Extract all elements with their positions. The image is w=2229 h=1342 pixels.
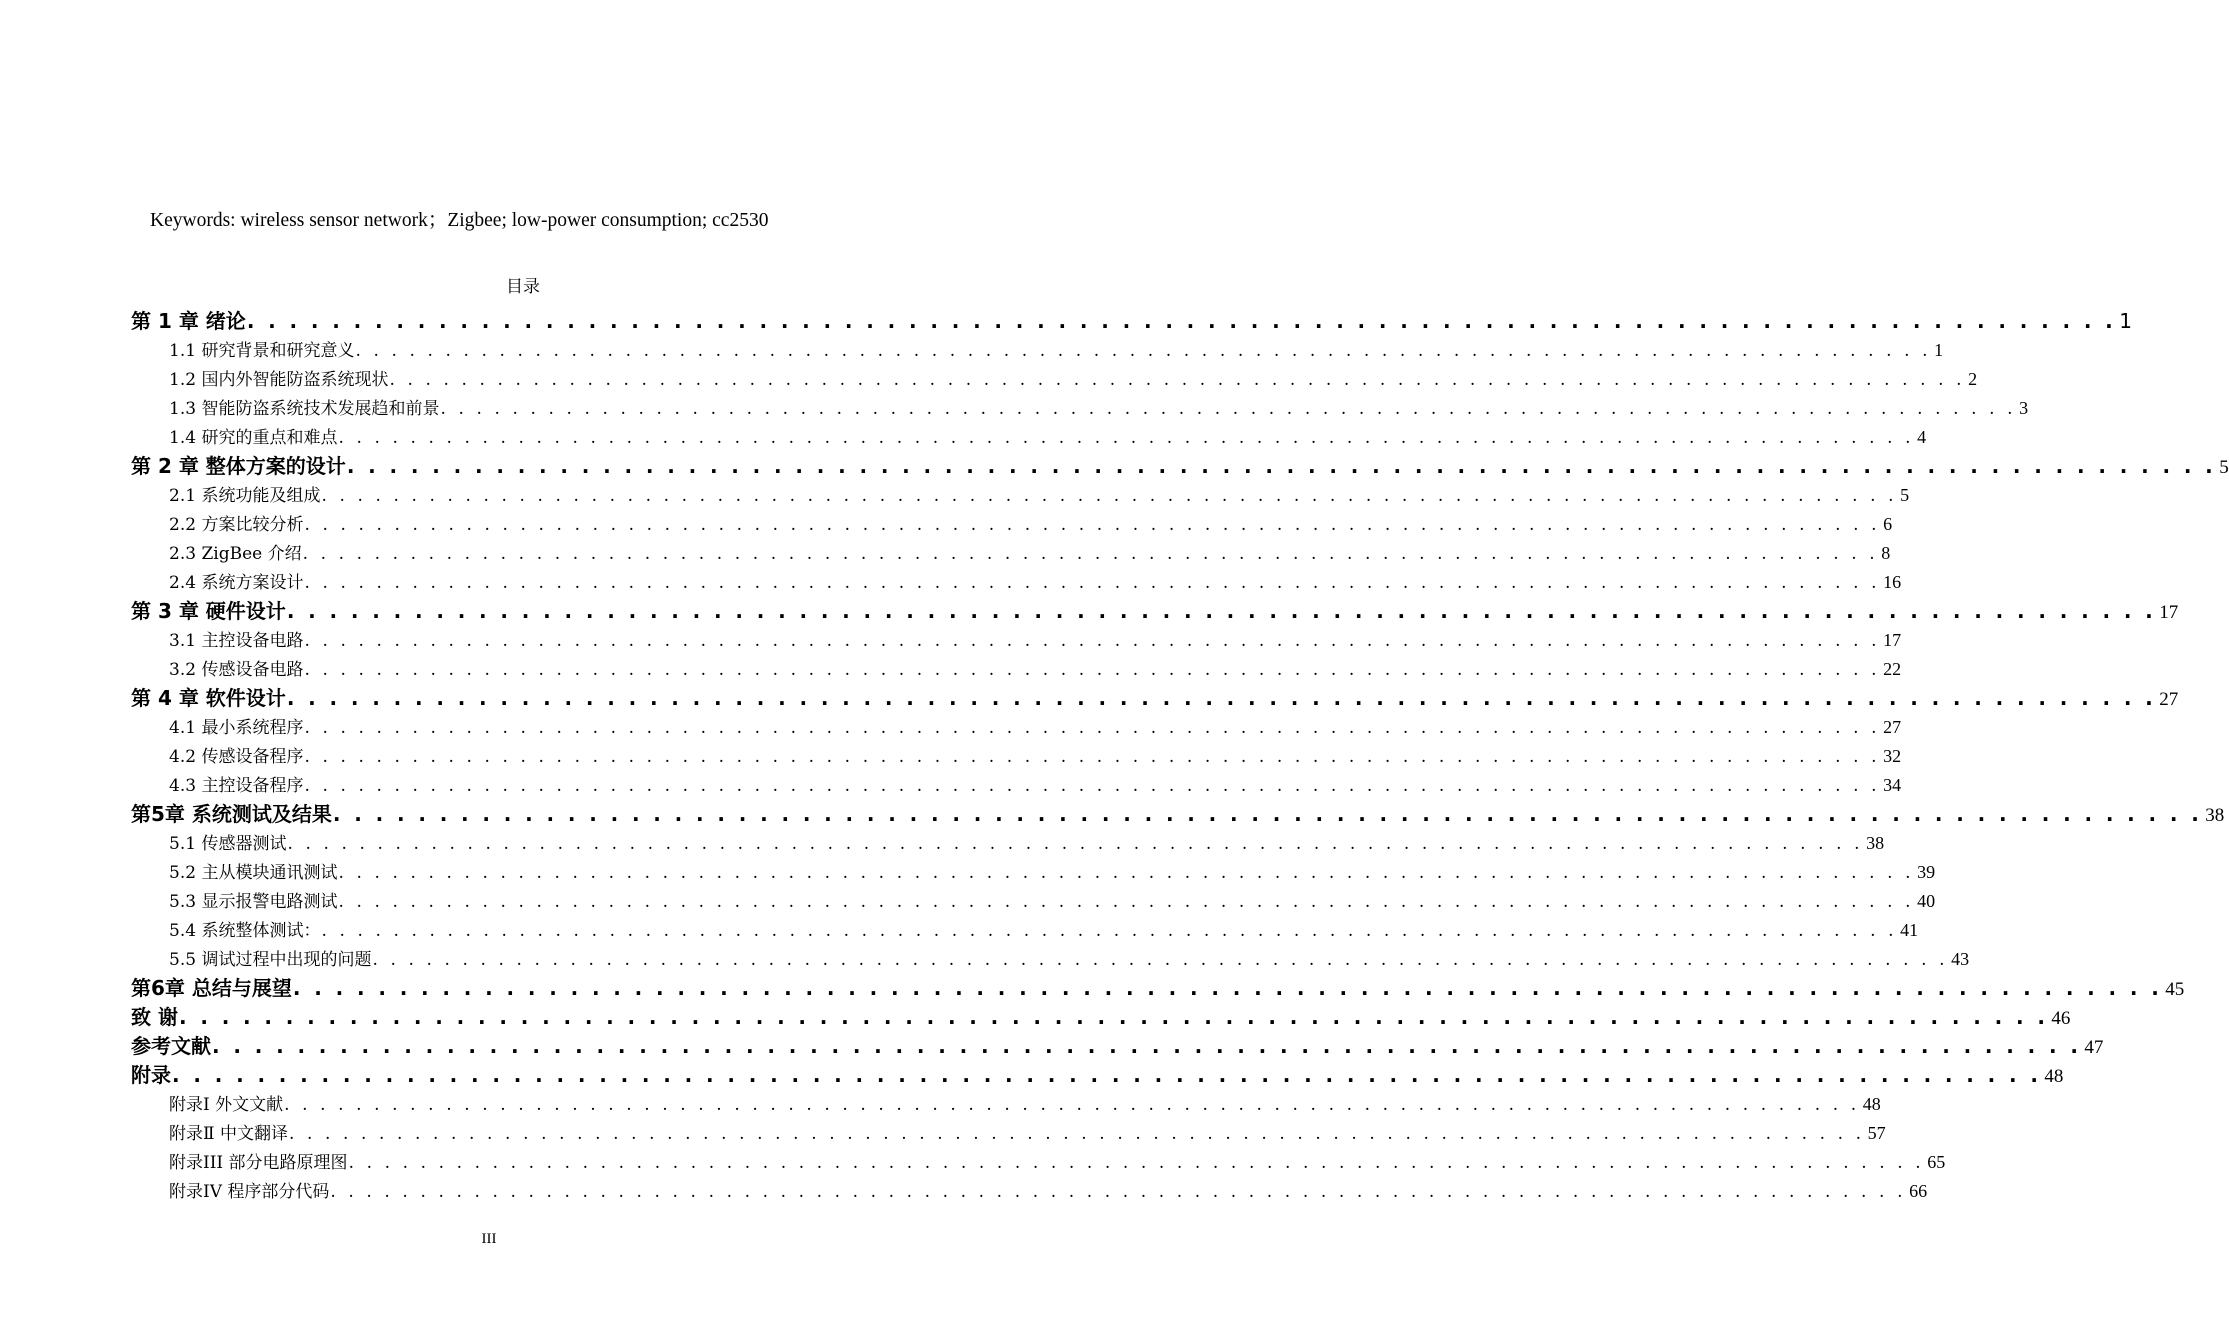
toc-entry-page: 6 — [1883, 514, 1893, 534]
toc-entry-5-5[interactable] — [131, 945, 1970, 974]
table-of-contents — [131, 307, 2229, 1206]
toc-leader: . . . . . . . . . . . . . . . . . . . . . . . . . . . . . . . . . . . . . . . . . . . . . . . . . . . . . . . . . . . . . . . . . . . . . . . . . . . . . . . . . . . . . . . . — [304, 660, 1881, 680]
toc-entry-page: 65 — [1927, 1152, 1946, 1172]
toc-entry-title: 5.4 系统整体测试： — [169, 921, 321, 941]
toc-entry-title: 第5章 系统测试及结果 — [131, 802, 332, 826]
keywords-line: Keywords: wireless sensor network；Zigbee; low-power consumption; cc2530 — [150, 210, 769, 231]
toc-entry-page: 1 — [2119, 309, 2132, 333]
toc-entry-acknowledgements[interactable] — [131, 1003, 2071, 1032]
toc-entry-appendix-1[interactable] — [131, 1090, 1881, 1119]
toc-leader: . . . . . . . . . . . . . . . . . . . . . . . . . . . . . . . . . . . . . . . . . . . . . . . . . . . . . . . . . . . . . . . . . . . . . . . . . . . . . . . . . . . . . . . . — [330, 1182, 1907, 1202]
toc-entry-page: 1 — [1934, 340, 1944, 360]
toc-entry-page: 38 — [2205, 805, 2225, 826]
toc-entry-page: 27 — [2159, 689, 2179, 710]
toc-leader: . . . . . . . . . . . . . . . . . . . . . . . . . . . . . . . . . . . . . . . . . . . . . . . . . . . . . . . . . . . . . . . . . . . . . . . . . . . . . . . . . . . . . . . . — [355, 341, 1932, 361]
toc-entry-title: 附录IV 程序部分代码 — [169, 1182, 330, 1202]
toc-leader: . . . . . . . . . . . . . . . . . . . . . . . . . . . . . . . . . . . . . . . . . . . . . . . . . . . . . . . . . . . . . . . . . . . . . . . . . . . . . . . . . . . . . . . . — [302, 544, 1879, 564]
toc-entry-title: 第 4 章 软件设计 — [131, 686, 286, 710]
toc-entry-title: 2.3 ZigBee 介绍 — [169, 544, 302, 564]
toc-entry-title: 4.3 主控设备程序 — [169, 776, 304, 796]
toc-entry-page: 17 — [2159, 602, 2179, 623]
toc-entry-page: 45 — [2165, 979, 2185, 1000]
toc-entry-2-3[interactable] — [131, 539, 1891, 568]
toc-entry-title: 2.1 系统功能及组成 — [169, 486, 321, 506]
toc-leader: . . . . . . . . . . . . . . . . . . . . . . . . . . . . . . . . . . . . . . . . . . . . . . . . . . . . . . . . . . . . . . . . . . . . . . . . . . . . . . . . . . . . . . . . — [212, 1034, 2082, 1058]
toc-entry-title: 附录Ⅱ 中文翻译 — [169, 1124, 288, 1144]
toc-entry-page: 47 — [2084, 1037, 2104, 1058]
toc-entry-4-1[interactable] — [131, 713, 1902, 742]
toc-entry-5-3[interactable] — [131, 887, 1936, 916]
toc-leader: . . . . . . . . . . . . . . . . . . . . . . . . . . . . . . . . . . . . . . . . . . . . . . . . . . . . . . . . . . . . . . . . . . . . . . . . . . . . . . . . . . . . . . . . — [338, 428, 1915, 448]
toc-entry-title: 4.1 最小系统程序 — [169, 718, 304, 738]
toc-entry-3-2[interactable] — [131, 655, 1902, 684]
toc-leader: . . . . . . . . . . . . . . . . . . . . . . . . . . . . . . . . . . . . . . . . . . . . . . . . . . . . . . . . . . . . . . . . . . . . . . . . . . . . . . . . . . . . . . . . — [321, 921, 1898, 941]
toc-entry-page: 3 — [2019, 398, 2029, 418]
toc-leader: . . . . . . . . . . . . . . . . . . . . . . . . . . . . . . . . . . . . . . . . . . . . . . . . . . . . . . . . . . . . . . . . . . . . . . . . . . . . . . . . . . . . . . . . — [304, 631, 1881, 651]
toc-entry-3-1[interactable] — [131, 626, 1902, 655]
toc-entry-title: 2.2 方案比较分析 — [169, 515, 304, 535]
toc-entry-chapter-3[interactable] — [131, 597, 2179, 626]
toc-leader: . . . . . . . . . . . . . . . . . . . . . . . . . . . . . . . . . . . . . . . . . . . . . . . . . . . . . . . . . . . . . . . . . . . . . . . . . . . . . . . . . . . . . . . . — [286, 599, 2157, 623]
toc-entry-appendix-3[interactable] — [131, 1148, 1946, 1177]
toc-entry-chapter-6[interactable] — [131, 974, 2185, 1003]
toc-entry-page: 16 — [1883, 572, 1902, 592]
toc-leader: . . . . . . . . . . . . . . . . . . . . . . . . . . . . . . . . . . . . . . . . . . . . . . . . . . . . . . . . . . . . . . . . . . . . . . . . . . . . . . . . . . . . . . . . — [321, 486, 1898, 506]
toc-entry-page: 66 — [1909, 1181, 1928, 1201]
toc-entry-page: 4 — [1917, 427, 1927, 447]
toc-entry-title: 1.4 研究的重点和难点 — [169, 428, 338, 448]
toc-entry-title: 第 2 章 整体方案的设计 — [131, 454, 346, 478]
toc-entry-title: 3.2 传感设备电路 — [169, 660, 304, 680]
toc-entry-4-3[interactable] — [131, 771, 1902, 800]
toc-leader: . . . . . . . . . . . . . . . . . . . . . . . . . . . . . . . . . . . . . . . . . . . . . . . . . . . . . . . . . . . . . . . . . . . . . . . . . . . . . . . . . . . . . . . . — [292, 976, 2163, 1000]
toc-entry-appendix-2[interactable] — [131, 1119, 1886, 1148]
toc-leader: . . . . . . . . . . . . . . . . . . . . . . . . . . . . . . . . . . . . . . . . . . . . . . . . . . . . . . . . . . . . . . . . . . . . . . . . . . . . . . . . . . . . . . . . — [288, 1124, 1865, 1144]
toc-entry-title: 致 谢 — [131, 1005, 178, 1029]
toc-entry-page: 39 — [1917, 862, 1936, 882]
toc-entry-page: 43 — [1951, 949, 1970, 969]
toc-entry-1-4[interactable] — [131, 423, 1927, 452]
toc-entry-title: 附录 — [131, 1063, 171, 1087]
toc-title: 目录 — [506, 277, 540, 297]
toc-entry-1-3[interactable] — [131, 394, 2029, 423]
toc-entry-page: 46 — [2051, 1008, 2071, 1029]
toc-entry-title: 第 3 章 硬件设计 — [131, 599, 286, 623]
toc-entry-page: 27 — [1883, 717, 1902, 737]
toc-entry-5-2[interactable] — [131, 858, 1936, 887]
toc-leader: . . . . . . . . . . . . . . . . . . . . . . . . . . . . . . . . . . . . . . . . . . . . . . . . . . . . . . . . . . . . . . . . . . . . . . . . . . . . . . . . . . . . . . . . — [304, 776, 1881, 796]
toc-entry-title: 5.5 调试过程中出现的问题 — [169, 950, 372, 970]
toc-leader: . . . . . . . . . . . . . . . . . . . . . . . . . . . . . . . . . . . . . . . . . . . . . . . . . . . . . . . . . . . . . . . . . . . . . . . . . . . . . . . . . . . . . . . . — [332, 802, 2203, 826]
toc-leader: . . . . . . . . . . . . . . . . . . . . . . . . . . . . . . . . . . . . . . . . . . . . . . . . . . . . . . . . . . . . . . . . . . . . . . . . . . . . . . . . . . . . . . . . — [304, 718, 1881, 738]
toc-leader: . . . . . . . . . . . . . . . . . . . . . . . . . . . . . . . . . . . . . . . . . . . . . . . . . . . . . . . . . . . . . . . . . . . . . . . . . . . . . . . . . . . . . . . . — [440, 399, 2017, 419]
toc-leader: . . . . . . . . . . . . . . . . . . . . . . . . . . . . . . . . . . . . . . . . . . . . . . . . . . . . . . . . . . . . . . . . . . . . . . . . . . . . . . . . . . . . . . . . — [284, 1095, 1860, 1115]
toc-entry-chapter-2[interactable] — [131, 452, 2229, 481]
toc-entry-page: 5 — [2219, 457, 2229, 478]
toc-entry-chapter-4[interactable] — [131, 684, 2179, 713]
toc-entry-page: 22 — [1883, 659, 1902, 679]
toc-entry-page: 48 — [2044, 1066, 2064, 1087]
toc-entry-title: 5.1 传感器测试 — [169, 834, 287, 854]
toc-leader: . . . . . . . . . . . . . . . . . . . . . . . . . . . . . . . . . . . . . . . . . . . . . . . . . . . . . . . . . . . . . . . . . . . . . . . . . . . . . . . . . . . . . . . . — [304, 515, 1881, 535]
toc-entry-title: 第6章 总结与展望 — [131, 976, 292, 1000]
toc-entry-page: 40 — [1917, 891, 1936, 911]
page-number: III — [481, 1231, 497, 1247]
toc-entry-chapter-1[interactable] — [131, 307, 2132, 336]
toc-leader: . . . . . . . . . . . . . . . . . . . . . . . . . . . . . . . . . . . . . . . . . . . . . . . . . . . . . . . . . . . . . . . . . . . . . . . . . . . . . . . . . . . . . . . . — [346, 454, 2217, 478]
toc-entry-page: 41 — [1900, 920, 1919, 940]
toc-leader: . . . . . . . . . . . . . . . . . . . . . . . . . . . . . . . . . . . . . . . . . . . . . . . . . . . . . . . . . . . . . . . . . . . . . . . . . . . . . . . . . . . . . . . . — [304, 573, 1881, 593]
toc-entry-page: 57 — [1867, 1123, 1886, 1143]
toc-entry-title: 参考文献 — [131, 1034, 211, 1058]
toc-entry-title: 5.2 主从模块通讯测试 — [169, 863, 338, 883]
toc-entry-appendix[interactable] — [131, 1061, 2064, 1090]
toc-entry-page: 32 — [1883, 746, 1902, 766]
toc-entry-page: 34 — [1883, 775, 1902, 795]
toc-leader: . . . . . . . . . . . . . . . . . . . . . . . . . . . . . . . . . . . . . . . . . . . . . . . . . . . . . . . . . . . . . . . . . . . . . . . . . . . . . . . . . . . . . . . . — [372, 950, 1949, 970]
toc-leader: . . . . . . . . . . . . . . . . . . . . . . . . . . . . . . . . . . . . . . . . . . . . . . . . . . . . . . . . . . . . . . . . . . . . . . . . . . . . . . . . . . . . . . . . — [172, 1063, 2042, 1087]
toc-leader: . . . . . . . . . . . . . . . . . . . . . . . . . . . . . . . . . . . . . . . . . . . . . . . . . . . . . . . . . . . . . . . . . . . . . . . . . . . . . . . . . . . . . . . . — [389, 370, 1966, 390]
toc-leader: . . . . . . . . . . . . . . . . . . . . . . . . . . . . . . . . . . . . . . . . . . . . . . . . . . . . . . . . . . . . . . . . . . . . . . . . . . . . . . . . . . . . . . . . — [338, 892, 1915, 912]
toc-entry-page: 2 — [1968, 369, 1978, 389]
toc-entry-title: 4.2 传感设备程序 — [169, 747, 304, 767]
toc-leader: . . . . . . . . . . . . . . . . . . . . . . . . . . . . . . . . . . . . . . . . . . . . . . . . . . . . . . . . . . . . . . . . . . . . . . . . . . . . . . . . . . . . . . . . — [246, 309, 2117, 333]
toc-entry-page: 38 — [1866, 833, 1885, 853]
toc-entry-title: 附录III 部分电路原理图 — [169, 1153, 348, 1173]
toc-entry-2-1[interactable] — [131, 481, 1910, 510]
toc-entry-title: 1.1 研究背景和研究意义 — [169, 341, 355, 361]
toc-entry-2-2[interactable] — [131, 510, 1893, 539]
toc-entry-page: 5 — [1900, 485, 1910, 505]
toc-entry-title: 附录Ⅰ 外文文献 — [169, 1095, 284, 1115]
toc-entry-1-2[interactable] — [131, 365, 1978, 394]
toc-entry-appendix-4[interactable] — [131, 1177, 1928, 1206]
toc-leader: . . . . . . . . . . . . . . . . . . . . . . . . . . . . . . . . . . . . . . . . . . . . . . . . . . . . . . . . . . . . . . . . . . . . . . . . . . . . . . . . . . . . . . . . — [348, 1153, 1925, 1173]
toc-entry-title: 1.3 智能防盗系统技术发展趋和前景 — [169, 399, 440, 419]
toc-entry-4-2[interactable] — [131, 742, 1902, 771]
toc-entry-title: 2.4 系统方案设计 — [169, 573, 304, 593]
toc-entry-page: 8 — [1881, 543, 1891, 563]
toc-leader: . . . . . . . . . . . . . . . . . . . . . . . . . . . . . . . . . . . . . . . . . . . . . . . . . . . . . . . . . . . . . . . . . . . . . . . . . . . . . . . . . . . . . . . . — [304, 747, 1881, 767]
toc-entry-1-1[interactable] — [131, 336, 1944, 365]
toc-leader: . . . . . . . . . . . . . . . . . . . . . . . . . . . . . . . . . . . . . . . . . . . . . . . . . . . . . . . . . . . . . . . . . . . . . . . . . . . . . . . . . . . . . . . . — [286, 686, 2157, 710]
toc-entry-page: 17 — [1883, 630, 1902, 650]
toc-entry-title: 3.1 主控设备电路 — [169, 631, 304, 651]
toc-entry-page: 48 — [1862, 1094, 1881, 1114]
toc-entry-title: 第 1 章 绪论 — [131, 309, 246, 333]
toc-leader: . . . . . . . . . . . . . . . . . . . . . . . . . . . . . . . . . . . . . . . . . . . . . . . . . . . . . . . . . . . . . . . . . . . . . . . . . . . . . . . . . . . . . . . . — [338, 863, 1915, 883]
toc-leader: . . . . . . . . . . . . . . . . . . . . . . . . . . . . . . . . . . . . . . . . . . . . . . . . . . . . . . . . . . . . . . . . . . . . . . . . . . . . . . . . . . . . . . . . — [178, 1005, 2049, 1029]
toc-entry-5-4[interactable] — [131, 916, 1919, 945]
toc-entry-chapter-5[interactable] — [131, 800, 2225, 829]
toc-entry-title: 5.3 显示报警电路测试 — [169, 892, 338, 912]
toc-entry-5-1[interactable] — [131, 829, 1885, 858]
toc-entry-references[interactable] — [131, 1032, 2104, 1061]
toc-entry-2-4[interactable] — [131, 568, 1902, 597]
toc-entry-title: 1.2 国内外智能防盗系统现状 — [169, 370, 389, 390]
toc-leader: . . . . . . . . . . . . . . . . . . . . . . . . . . . . . . . . . . . . . . . . . . . . . . . . . . . . . . . . . . . . . . . . . . . . . . . . . . . . . . . . . . . . . . . . — [287, 834, 1864, 854]
